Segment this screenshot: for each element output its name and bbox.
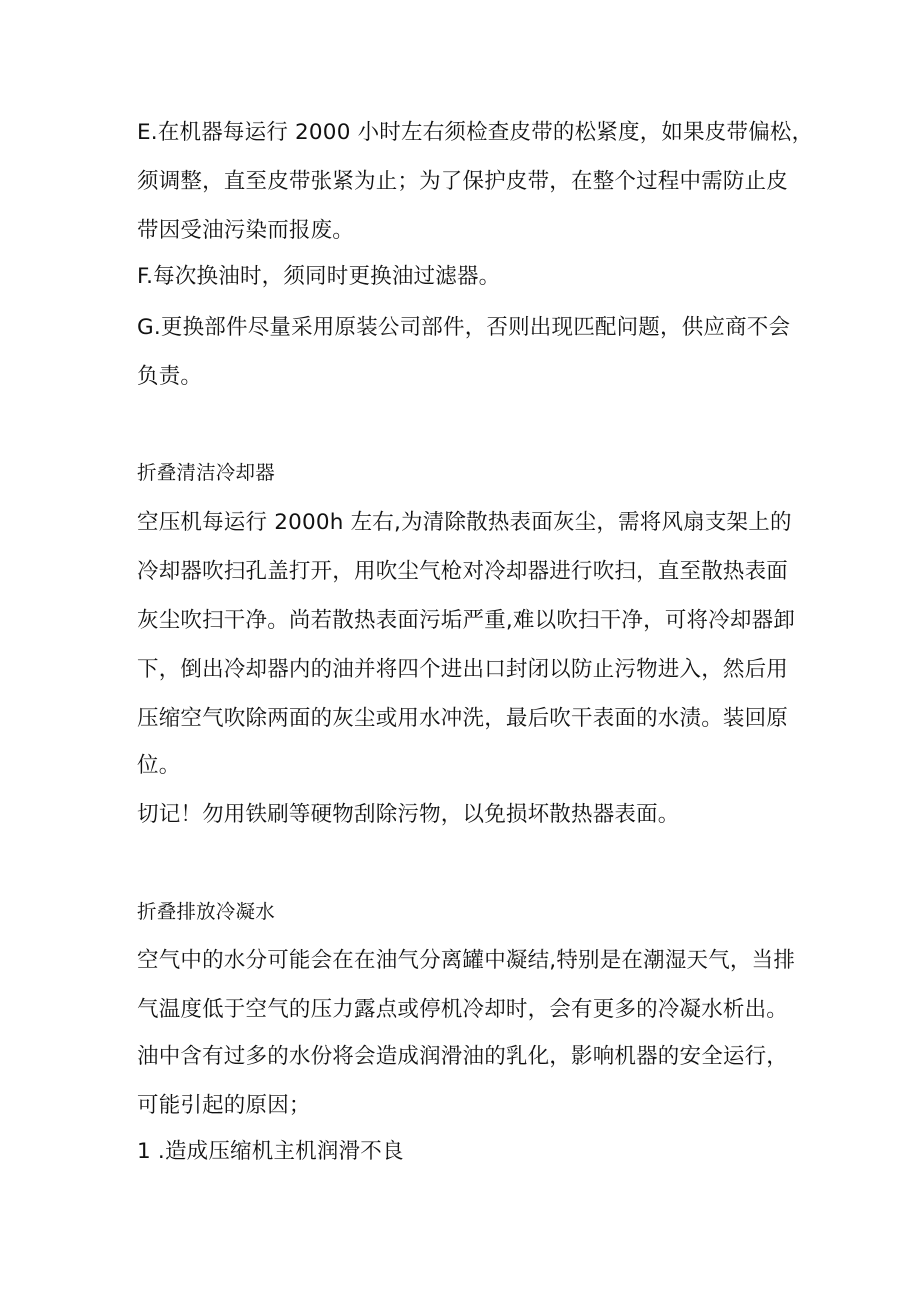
paragraph-e-line-2: 须调整，直至皮带张紧为止；为了保护皮带，在整个过程中需防止皮	[137, 169, 789, 194]
condensate-paragraph-line-3: 油中含有过多的水份将会造成润滑油的乳化，影响机器的安全运行，	[137, 1044, 789, 1069]
condensate-paragraph-line-2: 气温度低于空气的压力露点或停机冷却时，会有更多的冷凝水析出。	[137, 997, 789, 1022]
condensate-paragraph-line-1: 空气中的水分可能会在在油气分离罐中凝结,特别是在潮湿天气，当排	[137, 948, 796, 973]
paragraph-e-line-1: E.在机器每运行 2000 小时左右须检查皮带的松紧度，如果皮带偏松，	[137, 120, 814, 145]
section-title-condensate: 折叠排放冷凝水	[137, 900, 275, 923]
list-item-1: 1 .造成压缩机主机润滑不良	[137, 1139, 404, 1164]
paragraph-g-line-1: G.更换部件尽量采用原装公司部件，否则出现匹配问题，供应商不会	[137, 315, 791, 340]
section-title-cooler: 折叠清洁冷却器	[137, 461, 275, 484]
cooler-warning: 切记！勿用铁刷等硬物刮除污物，以免损坏散热器表面。	[137, 802, 680, 827]
paragraph-f: F.每次换油时，须同时更换油过滤器。	[137, 264, 501, 289]
cooler-paragraph-line-5: 压缩空气吹除两面的灰尘或用水冲洗，最后吹干表面的水渍。装回原	[137, 706, 789, 731]
cooler-paragraph-line-2: 冷却器吹扫孔盖打开，用吹尘气枪对冷却器进行吹扫，直至散热表面	[137, 559, 789, 584]
cooler-paragraph-line-3: 灰尘吹扫干净。尚若散热表面污垢严重,难以吹扫干净，可将冷却器卸	[137, 608, 796, 633]
cooler-paragraph-line-4: 下，倒出冷却器内的油并将四个进出口封闭以防止污物进入，然后用	[137, 657, 789, 682]
condensate-paragraph-line-4: 可能引起的原因；	[137, 1093, 311, 1118]
paragraph-e-line-3: 带因受油污染而报废。	[137, 218, 355, 243]
paragraph-g-line-2: 负责。	[137, 364, 203, 389]
cooler-paragraph-line-6: 位。	[137, 753, 181, 778]
cooler-paragraph-line-1: 空压机每运行 2000h 左右,为清除散热表面灰尘，需将风扇支架上的	[137, 510, 792, 535]
